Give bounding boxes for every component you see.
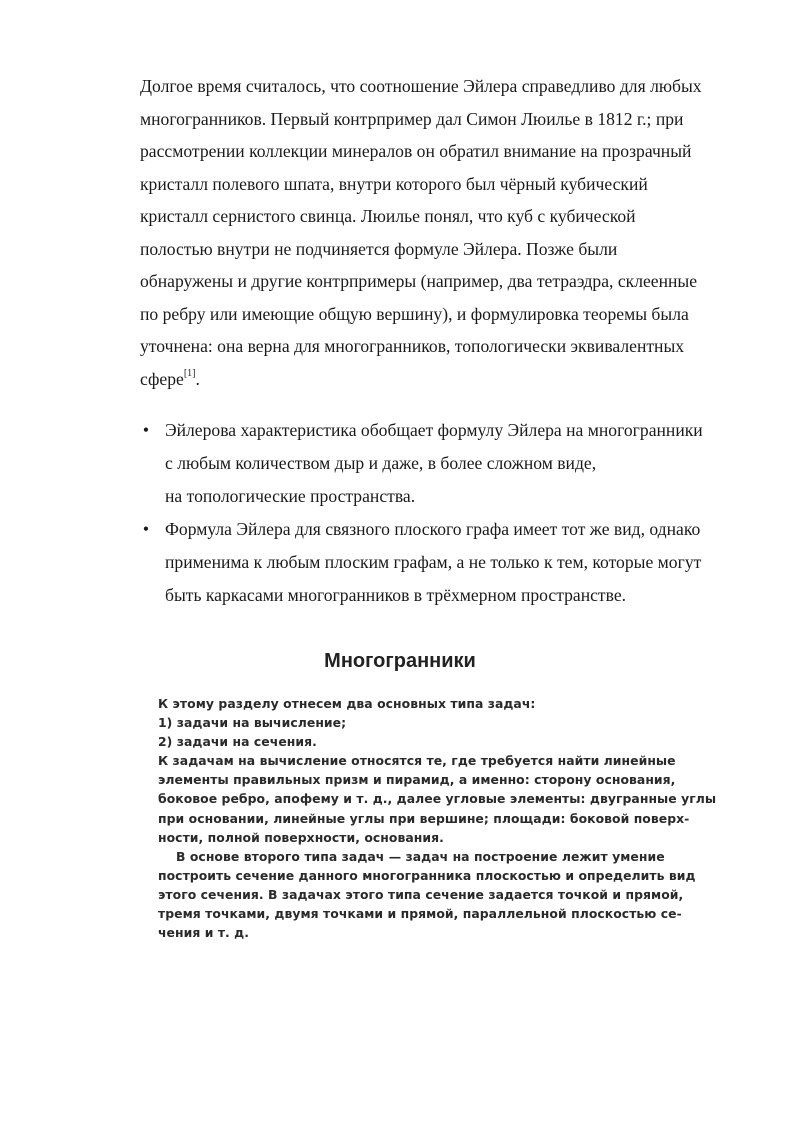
paragraph-line: обнаружены и другие контрпримеры (например, два тетраэдра, склеенные [140,271,698,291]
paragraph-line: кристалл полевого шпата, внутри которого был чёрный кубический [140,173,648,194]
scanned-excerpt-body [158,694,718,942]
scanned-excerpt-title: Многогранники [324,650,476,672]
list-item-line: Формула Эйлера для связного плоского графа имеет тот же вид, однако [165,519,701,539]
last-line-end: . [195,368,200,389]
paragraph-line: полостью внутри не подчиняется формуле Эйлера. Позже были [140,238,618,259]
list-item-line: на топологические пространства. [165,486,416,506]
paragraph-last-line [140,363,760,396]
list-item-line: применима к любым плоским графам, а не только к тем, которые могут [165,552,702,572]
paragraph-line: Долгое время считалось, что соотношение Эйлера справедливо для любых [140,76,702,96]
last-line-text: сфере [140,368,184,389]
list-item [140,513,760,612]
paragraph-line: многогранников. Первый контрпример дал Симон Люилье в 1812 г.; при [140,108,684,129]
paragraph-line: кристалл сернистого свинца. Люилье понял, что куб с кубической [140,206,636,226]
bullet-list [140,414,760,612]
scanned-excerpt-image [140,640,720,960]
footnote-reference-link[interactable]: [1] [183,367,196,379]
paragraph-line: по ребру или имеющие общую вершину), и формулировка теоремы была [140,303,689,324]
scanned-line: К задачам на вычисление относятся те, где требуется найти линейные [158,753,676,769]
scanned-line: элементы правильных призм и пирамид, а именно: сторону основания, [158,772,676,788]
scanned-line: 1) задачи на вычисление; [158,715,347,731]
list-item-line: с любым количеством дыр и даже, в более сложном виде, [165,453,597,473]
bullet-icon: • [142,420,150,440]
list-item [140,414,760,513]
list-item-line: Эйлерова характеристика обобщает формулу Эйлера на многогранники [165,420,703,440]
scanned-line: ности, полной поверхности, основания. [158,829,444,845]
scanned-line: при основании, линейные углы при вершине; площади: боковой поверх- [158,810,690,826]
scanned-line: К этому разделу отнесем два основных типа задач: [158,696,536,711]
scanned-line: тремя точками, двумя точками и прямой, параллельной плоскостью се- [158,906,682,922]
list-item-line: быть каркасами многогранников в трёхмерном пространстве. [165,585,627,605]
paragraph-line: рассмотрении коллекции минералов он обратил внимание на прозрачный [140,141,692,161]
scanned-line: В основе второго типа задач — задач на построение лежит умение [176,848,665,864]
bullet-icon: • [142,519,150,539]
scanned-line: 2) задачи на сечения. [158,734,317,750]
scanned-line: построить сечение данного многогранника плоскостью и определить вид [158,867,696,883]
scanned-line: этого сечения. В задачах этого типа сечение задается точкой и прямой, [158,886,684,902]
paragraph-line: уточнена: она верна для многогранников, топологически эквивалентных [140,336,685,356]
scanned-line: чения и т. д. [158,925,249,941]
scanned-line: боковое ребро, апофему и т. д., далее угловые элементы: двугранные углы [158,791,717,807]
euler-history-paragraph [140,70,760,395]
